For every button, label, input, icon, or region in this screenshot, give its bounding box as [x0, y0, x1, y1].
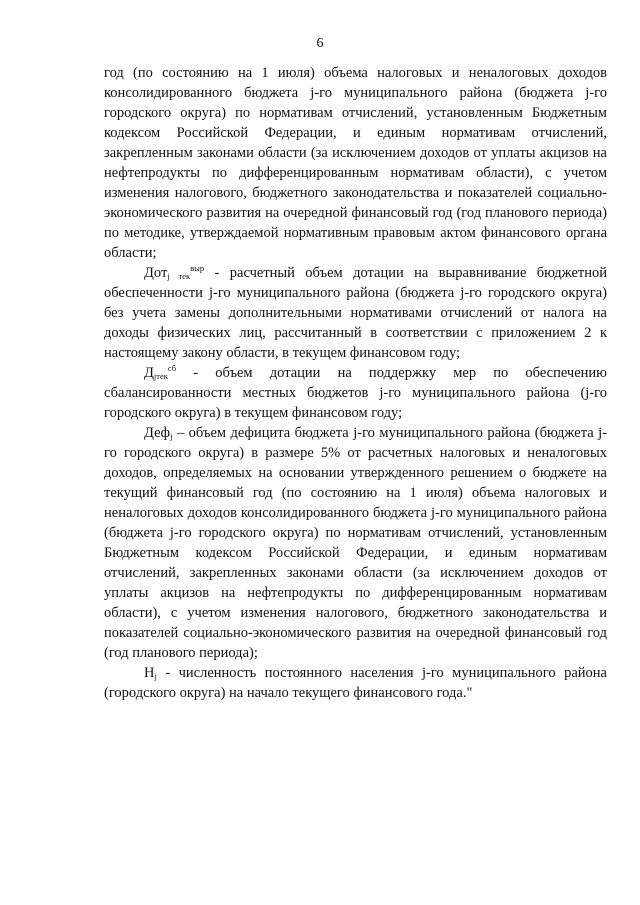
formula-symbol-dot: Дот$_{j тек}^{выр}$	[144, 263, 205, 281]
paragraph-text: - численность постоянного населения j-го муниципального района (городского округа) на начало текущего финансового года."	[104, 665, 607, 701]
paragraph-income-definition	[104, 63, 607, 263]
paragraph-text: – объем дефицита бюджета j-го муниципального района (бюджета j-го городского округа) в размере 5% от расчетных налоговых и неналоговых доходов, определяемых на основании утвержденного решением о бюджете на текущий финансовый год (по состоянию на 1 июля) объема налоговых и неналоговых доходов консолидированного бюджета j-го муниципального района (бюджета j-го городского округа) по нормативам отчислений, установленным Бюджетным кодексом Российской Федерации, и единым нормативам отчислений, закрепленных законами области (за исключением доходов от уплаты акцизов на нефтепродукты по дифференцированным нормативам области), с учетом изменения налогового, бюджетного законодательства и показателей социально-экономического развития на очередной финансовый год (год планового периода);	[104, 425, 607, 661]
paragraph-balance-grant	[104, 363, 607, 423]
paragraph-text: - объем дотации на поддержку мер по обеспечению сбалансированности местных бюджетов j-го муниципального района (j-го городского округа) в текущем финансовом году;	[104, 365, 607, 421]
page-number: 6	[316, 36, 324, 51]
paragraph-population	[104, 663, 607, 703]
paragraph-text: год (по состоянию на 1 июля) объема налоговых и неналоговых доходов консолидированного бюджета j-го муниципального района (бюджета j-го городского округа) по нормативам отчислений, установленным Бюджетным кодексом Российской Федерации, и единым нормативам отчислений, закрепленным законами области (за исключением доходов от уплаты акцизов на нефтепродукты по дифференцированным нормативам области), с учетом изменения налогового, бюджетного законодательства и показателей социально-экономического развития на очередной финансовый год (год планового периода) по методике, утверждаемой нормативным правовым актом финансового органа области;	[104, 65, 607, 261]
paragraph-text: - расчетный объем дотации на выравнивание бюджетной обеспеченности j-го муниципального района (бюджета j-го городского округа) без учета замены дополнительными нормативами отчислений от налога на доходы физических лиц, рассчитанный в соответствии с приложением 2 к настоящему закону области, в текущем финансовом году;	[104, 265, 607, 361]
paragraph-equalization-grant	[104, 263, 607, 363]
formula-symbol-def: Деф$_j$	[144, 425, 173, 441]
document-body	[104, 63, 607, 703]
formula-symbol-d: $Д_{jтек}^{сб}$	[144, 363, 177, 381]
formula-symbol-h: $Н_j$	[144, 665, 157, 681]
paragraph-deficit	[104, 423, 607, 663]
